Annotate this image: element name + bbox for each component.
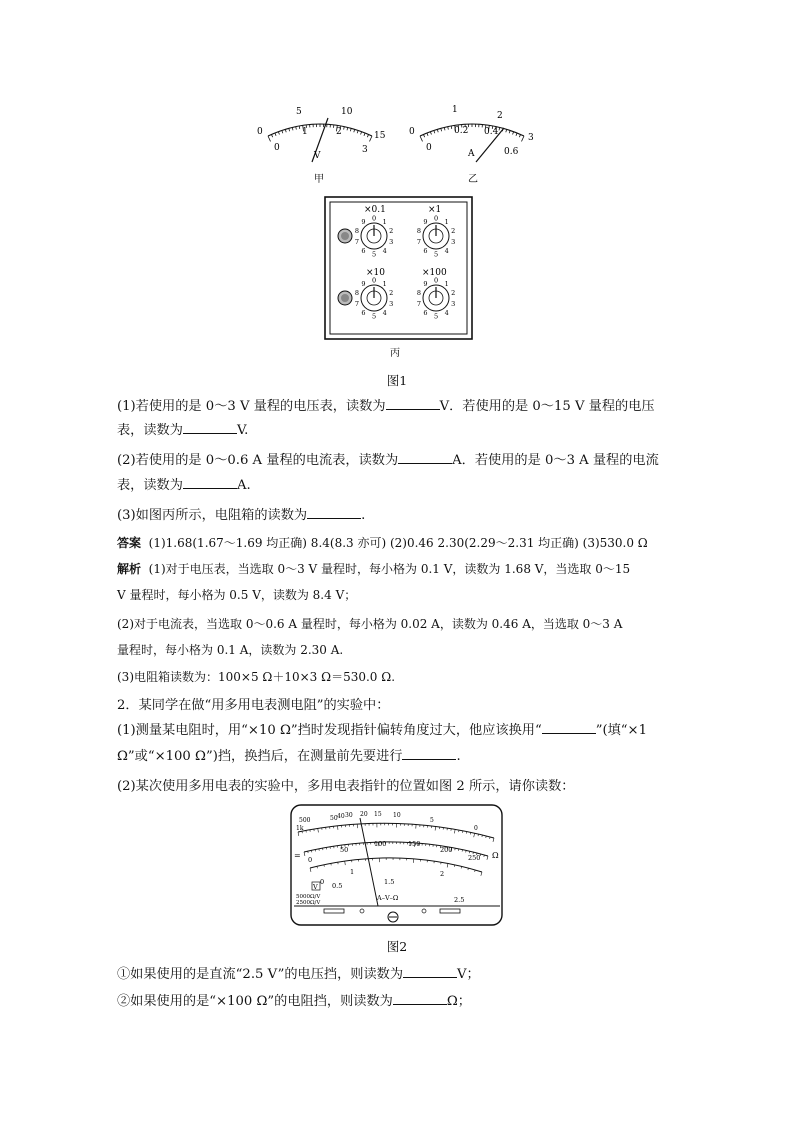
problem2-text: ”(填“×1 <box>595 723 647 738</box>
ohm-label: 15 <box>374 811 382 818</box>
analysis-line2: V 量程时，每小格为 0.5 V，读数为 8.4 V； <box>117 588 357 602</box>
ammeter-bottom-label: 0.6 <box>504 147 519 157</box>
dial-digit: 7 <box>416 300 422 309</box>
ohm-label: 40 <box>337 813 345 820</box>
multimeter-figure-2 <box>290 804 504 929</box>
figure-1-caption: 图1 <box>386 373 408 388</box>
dial-digit: 5 <box>434 312 439 321</box>
voltmeter-caption: 甲 <box>314 174 324 185</box>
voltmeter-top-label: 15 <box>374 131 386 141</box>
dial-label: ×0.1 <box>364 205 386 215</box>
dc-label: 250 <box>468 854 481 862</box>
voltmeter-bottom-label: 3 <box>362 145 368 155</box>
voltmeter-bottom-label: 0 <box>274 143 280 153</box>
figure-1 <box>250 96 550 386</box>
resistance-box-caption: 丙 <box>390 348 400 359</box>
dc-label: 100 <box>374 840 387 848</box>
dial-digit: 0 <box>434 214 439 223</box>
problem2-text: V； <box>457 967 480 982</box>
voltmeter-tick <box>268 136 271 141</box>
analysis-line3: (2)对于电流表，当选取 0～0.6 A 量程时，每小格为 0.02 A，读数为 0.46 A，当选取 0～3 A <box>117 617 623 631</box>
voltmeter-tick <box>292 127 293 130</box>
ammeter-tick <box>513 132 514 135</box>
voltmeter-tick <box>361 132 362 135</box>
ohm-label: 5 <box>430 817 434 824</box>
dial-digit: 6 <box>423 247 428 256</box>
q3-blank[interactable] <box>307 504 361 519</box>
dial-digit: 9 <box>361 279 366 288</box>
dial-label: ×10 <box>366 268 385 278</box>
dial-digit: 8 <box>416 288 422 297</box>
q1-text: (1)若使用的是 0～3 V 量程的电压表，读数为 <box>117 399 386 414</box>
dial-digit: 9 <box>361 217 366 226</box>
q2-text: A. <box>236 478 251 493</box>
dial-digit: 8 <box>416 226 422 235</box>
resistance-box-outer <box>325 197 472 339</box>
ohm-symbol: Ω <box>492 851 499 860</box>
ammeter-tick <box>437 129 438 132</box>
answer-text: (1)1.68(1.67～1.69 均正确) 8.4(8.3 亦可) (2)0.46 2.30(2.29～2.31 均正确) (3)530.0 Ω <box>148 536 648 550</box>
ammeter-top-label: 3 <box>528 133 534 143</box>
dial-digit: 6 <box>423 309 428 318</box>
problem2-text: Ω； <box>446 994 471 1009</box>
answer-line <box>117 531 682 555</box>
ammeter-tick <box>519 134 520 137</box>
ohm-label: 10 <box>393 812 401 819</box>
ammeter-tick <box>427 133 428 136</box>
problem2-blank-zero[interactable] <box>402 745 456 760</box>
ammeter-unit: A <box>468 149 475 159</box>
voltmeter-tick <box>271 134 272 137</box>
dial-digit: 3 <box>389 300 394 309</box>
ammeter-bottom-label: 0.2 <box>454 126 469 136</box>
dial-digit: 7 <box>354 238 360 247</box>
voltmeter-tick <box>282 130 283 133</box>
ammeter-bottom-label: 0 <box>426 143 432 153</box>
ammeter-tick <box>430 132 431 135</box>
analysis-line1 <box>117 557 682 581</box>
ohm-label: 20 <box>360 811 368 818</box>
dial-digit: 2 <box>389 288 394 297</box>
ammeter-yi <box>402 96 542 186</box>
problem2-title: 2．某同学在做“用多用电表测电阻”的实验中： <box>117 698 390 713</box>
ammeter-tick <box>451 126 452 129</box>
dial-label: ×1 <box>428 205 442 215</box>
dial-digit: 9 <box>423 217 428 226</box>
analysis-text: (1)对于电压表，当选取 0～3 V 量程时，每小格为 0.1 V，读数为 1.68 V，当选取 0～15 <box>148 562 631 576</box>
dial-digit: 0 <box>372 214 377 223</box>
problem2-text: ②如果使用的是“×100 Ω”的电阻挡，则读数为 <box>117 994 393 1009</box>
dc-symbol: = <box>294 851 301 860</box>
problem2-sub1 <box>117 963 682 987</box>
q1-blank-3v[interactable] <box>386 395 440 410</box>
analysis-line5: (3)电阻箱读数为：100×5 Ω＋10×3 Ω＝530.0 Ω. <box>117 670 396 684</box>
dial-digit: 2 <box>451 288 456 297</box>
ac-label: 1 <box>350 868 355 876</box>
ammeter-tick <box>506 129 507 132</box>
dc-label: 150 <box>408 840 421 848</box>
q3-text: (3)如图丙所示，电阻箱的读数为 <box>117 508 308 523</box>
problem2-blank-voltage[interactable] <box>403 963 457 978</box>
q2-text: A．若使用的是 0～3 A 量程的电流 <box>452 453 659 468</box>
ammeter-top-label: 1 <box>452 105 458 115</box>
dial-digit: 1 <box>444 279 449 288</box>
voltmeter-tick <box>367 134 368 137</box>
q2-text: (2)若使用的是 0～0.6 A 量程的电流表，读数为 <box>117 453 399 468</box>
left-note: 2500Ω/V <box>296 900 321 906</box>
ohm-label: 0 <box>474 825 478 832</box>
voltmeter-top-label: 0 <box>257 127 263 137</box>
ohm-label: 50 <box>330 815 338 822</box>
dial-digit: 4 <box>382 247 387 256</box>
voltmeter-tick <box>350 128 351 131</box>
ac-label: 0 <box>320 878 325 886</box>
voltmeter-top-label: 5 <box>296 107 302 117</box>
q2-text: 表，读数为 <box>117 478 183 493</box>
q2-blank-3a[interactable] <box>183 474 237 489</box>
dial-digit: 9 <box>423 279 428 288</box>
dial-digit: 8 <box>354 288 360 297</box>
ammeter-tick <box>521 136 524 141</box>
terminal-top-core <box>341 232 349 240</box>
ammeter-tick <box>423 134 424 137</box>
problem2-p1-line2 <box>117 745 682 769</box>
ammeter-tick <box>444 127 445 130</box>
ammeter-caption: 乙 <box>468 174 478 185</box>
q1-blank-15v[interactable] <box>183 419 237 434</box>
ac-label: 2.5 <box>454 896 465 904</box>
voltmeter-tick <box>275 133 276 136</box>
dc-label: 0 <box>308 856 313 864</box>
ammeter-tick <box>441 128 442 131</box>
dial-digit: 5 <box>372 250 377 259</box>
problem2-sub2 <box>117 990 682 1014</box>
left-note: 5000Ω/V <box>296 894 321 900</box>
q3-line1 <box>117 504 682 528</box>
voltmeter-tick <box>357 130 358 133</box>
dial-digit: 4 <box>444 247 449 256</box>
voltmeter-tick <box>299 126 300 129</box>
voltmeter-tick <box>364 133 365 136</box>
answer-label: 答案 <box>117 536 142 550</box>
ohm-label: 1k <box>296 825 304 832</box>
ac-label: 2 <box>440 870 445 878</box>
ohm-label: 500 <box>299 817 311 824</box>
voltmeter-unit: V <box>314 151 321 161</box>
problem2-blank-range[interactable] <box>542 719 596 734</box>
q1-text: 表，读数为 <box>117 423 183 438</box>
voltmeter-bottom-label: 2 <box>336 127 342 137</box>
dial-digit: 0 <box>434 276 439 285</box>
problem2-text: . <box>456 749 461 764</box>
dial-digit: 6 <box>361 247 366 256</box>
voltmeter-tick <box>285 129 286 132</box>
ac-label: 0.5 <box>332 882 343 890</box>
q2-line2 <box>117 474 682 498</box>
q2-blank-06a[interactable] <box>398 449 452 464</box>
ac-label: 1.5 <box>384 878 395 886</box>
q1-line1 <box>117 395 682 419</box>
ammeter-tick <box>509 130 510 133</box>
q1-line2 <box>117 419 682 443</box>
dial-digit: 5 <box>372 312 377 321</box>
voltmeter-jia <box>250 96 390 186</box>
voltmeter-tick <box>278 132 279 135</box>
resistance-box-bing <box>324 196 474 361</box>
dial-digit: 2 <box>451 226 456 235</box>
dial-digit: 8 <box>354 226 360 235</box>
ohm-label: 30 <box>345 812 353 819</box>
dial-digit: 3 <box>389 238 394 247</box>
problem2-text: (1)测量某电阻时，用“×10 Ω”挡时发现指针偏转角度过大，他应该换用“ <box>117 723 542 738</box>
q3-text: . <box>361 508 366 523</box>
ammeter-top-label: 0 <box>409 127 415 137</box>
dial-digit: 0 <box>372 276 377 285</box>
voltmeter-bottom-label: 1 <box>302 127 308 137</box>
ammeter-bottom-label: 0.4 <box>484 127 499 137</box>
problem2-blank-resistance[interactable] <box>393 990 447 1005</box>
v-mark: V <box>313 883 318 891</box>
voltmeter-top-label: 10 <box>341 107 353 117</box>
analysis-label: 解析 <box>117 562 142 576</box>
voltmeter-tick <box>347 127 348 130</box>
center-label: A–V–Ω <box>377 894 399 902</box>
dial-digit: 4 <box>444 309 449 318</box>
problem2-p1-line1 <box>117 719 682 743</box>
dc-label: 200 <box>440 846 453 854</box>
dial-digit: 3 <box>451 300 456 309</box>
dial-digit: 1 <box>382 217 387 226</box>
figure-2-caption: 图2 <box>386 939 408 954</box>
voltmeter-tick <box>354 129 355 132</box>
problem2-p2: (2)某次使用多用电表的实验中，多用电表指针的位置如图 2 所示，请你读数： <box>117 779 575 794</box>
ammeter-tick <box>434 130 435 133</box>
dial-digit: 4 <box>382 309 387 318</box>
analysis-line4: 量程时，每小格为 0.1 A，读数为 2.30 A. <box>117 643 344 657</box>
problem2-text: Ω”或“×100 Ω”)挡，换挡后，在测量前先要进行 <box>117 749 403 764</box>
ammeter-tick <box>420 136 423 141</box>
dial-digit: 7 <box>354 300 360 309</box>
dial-digit: 6 <box>361 309 366 318</box>
dial-digit: 1 <box>382 279 387 288</box>
dial-digit: 3 <box>451 238 456 247</box>
dial-digit: 1 <box>444 217 449 226</box>
dial-digit: 5 <box>434 250 439 259</box>
q1-text: V．若使用的是 0～15 V 量程的电压 <box>439 399 655 414</box>
q2-line1 <box>117 449 682 473</box>
ammeter-tick <box>516 133 517 136</box>
ammeter-top-label: 2 <box>497 111 503 121</box>
dial-label: ×100 <box>422 268 447 278</box>
dc-label: 50 <box>340 846 349 854</box>
terminal-bottom-core <box>341 294 349 302</box>
problem2-text: ①如果使用的是直流“2.5 V”的电压挡，则读数为 <box>117 967 404 982</box>
q1-text: V. <box>236 423 249 438</box>
voltmeter-tick <box>369 136 372 141</box>
dial-digit: 2 <box>389 226 394 235</box>
voltmeter-tick <box>289 128 290 131</box>
ammeter-tick <box>499 127 500 130</box>
dial-digit: 7 <box>416 238 422 247</box>
